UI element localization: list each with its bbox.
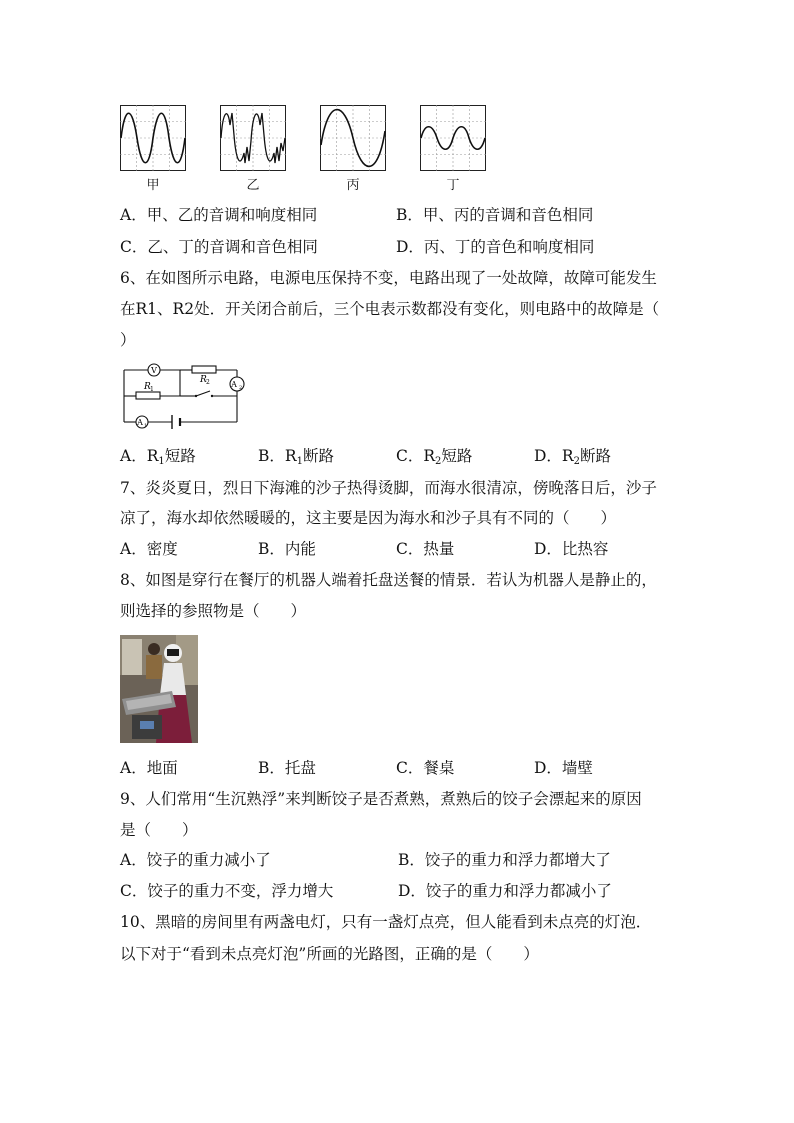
waveform-label-bing: 丙 — [346, 178, 360, 193]
waveform-bing — [320, 105, 386, 171]
q7-stem-line1: 7、炎炎夏日，烈日下海滩的沙子热得烫脚，而海水很清凉，傍晚落日后，沙子 — [120, 479, 657, 497]
q9-option-d: D．饺子的重力和浮力都减小了 — [398, 882, 612, 900]
waveform-jia — [120, 105, 186, 171]
r1-label: R — [144, 382, 151, 392]
waveform-yi — [220, 105, 286, 171]
q5-option-d: D．丙、丁的音色和响度相同 — [396, 238, 595, 256]
r1-subscript: 1 — [150, 386, 154, 393]
q5-option-a: A．甲、乙的音调和响度相同 — [120, 206, 318, 224]
q8-option-a: A．地面 — [120, 759, 178, 777]
q9-option-a: A．饺子的重力减小了 — [120, 851, 271, 869]
q5-option-b: B．甲、丙的音调和音色相同 — [396, 206, 594, 224]
waveform-label-yi: 乙 — [246, 178, 260, 193]
ammeter-a1-label: A — [137, 418, 143, 427]
q7-option-a: A．密度 — [120, 540, 178, 558]
waveform-label-jia: 甲 — [146, 178, 160, 193]
q6-stem-line1: 6、在如图所示电路，电源电压保持不变，电路出现了一处故障，故障可能发生 — [120, 269, 657, 287]
q7-option-b: B．内能 — [258, 540, 316, 558]
q6-option-b: B．R1断路 — [258, 447, 334, 467]
q7-option-d: D．比热容 — [534, 540, 609, 558]
q6-option-c: C．R2短路 — [396, 447, 473, 467]
q8-stem-line2: 则选择的参照物是（ ） — [120, 602, 307, 620]
q5-option-c: C．乙、丁的音调和音色相同 — [120, 238, 318, 256]
ammeter-a2-subscript: 2 — [239, 385, 243, 391]
q10-stem-line1: 10、黑暗的房间里有两盏电灯，只有一盏灯点亮，但人能看到未点亮的灯泡． — [120, 913, 652, 931]
ammeter-a2-label: A — [231, 380, 237, 389]
q9-option-c: C．饺子的重力不变，浮力增大 — [120, 882, 334, 900]
q7-option-c: C．热量 — [396, 540, 455, 558]
q6-circuit-diagram — [118, 358, 248, 434]
q8-option-c: C．餐桌 — [396, 759, 455, 777]
q8-stem-line1: 8、如图是穿行在餐厅的机器人端着托盘送餐的情景．若认为机器人是静止的， — [120, 571, 657, 589]
waveform-ding — [420, 105, 486, 171]
r2-label: R — [200, 375, 207, 385]
q6-option-d: D．R2断路 — [534, 447, 611, 467]
ammeter-a1-subscript: 1 — [144, 423, 148, 429]
q6-stem-line3: ） — [120, 331, 136, 349]
q8-option-d: D．墙壁 — [534, 759, 593, 777]
q7-stem-line2: 凉了，海水却依然暖暖的，这主要是因为海水和沙子具有不同的（ ） — [120, 509, 617, 527]
q9-stem-line2: 是（ ） — [120, 821, 198, 839]
q6-stem-line2: 在R1、R2处．开关闭合前后，三个电表示数都没有变化，则电路中的故障是（ — [120, 300, 660, 318]
waveform-label-ding: 丁 — [446, 178, 460, 193]
q9-stem-line1: 9、人们常用“生沉熟浮”来判断饺子是否煮熟，煮熟后的饺子会漂起来的原因 — [120, 790, 642, 808]
q10-stem-line2: 以下对于“看到未点亮灯泡”所画的光路图，正确的是（ ） — [120, 945, 539, 963]
r2-subscript: 2 — [206, 379, 210, 386]
q8-option-b: B．托盘 — [258, 759, 316, 777]
q9-option-b: B．饺子的重力和浮力都增大了 — [398, 851, 611, 869]
voltmeter-label: V — [151, 366, 157, 375]
robot-waiter-photo — [120, 635, 198, 743]
q6-option-a: A．R1短路 — [120, 447, 196, 467]
